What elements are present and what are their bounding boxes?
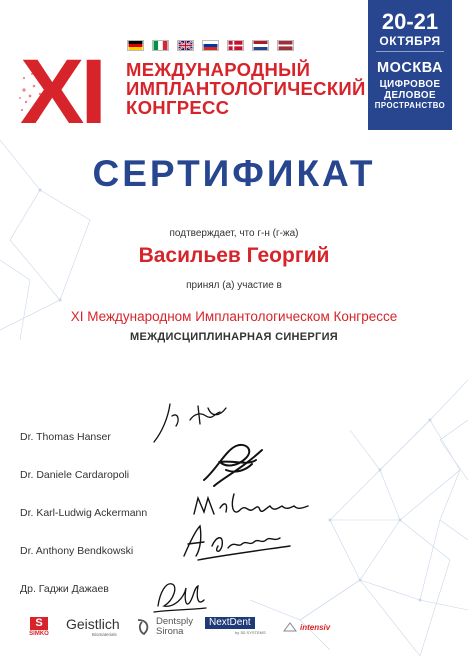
simko-logo-icon: S [30, 617, 48, 630]
netherlands-flag-icon [252, 40, 269, 51]
russia-flag-icon [202, 40, 219, 51]
recipient-name: Васильев Георгий [138, 244, 330, 267]
intensiv-logo-icon [283, 622, 297, 632]
latvia-flag-icon [277, 40, 294, 51]
sponsor-simko [22, 617, 56, 637]
event-month: ОКТЯБРЯ [379, 34, 441, 48]
signatory-name-5: Др. Гаджи Дажаев [20, 583, 109, 595]
certificate-title: СЕРТИФИКАТ [92, 153, 376, 194]
sponsor-intensiv [283, 617, 330, 637]
signature-5 [150, 576, 210, 616]
intensiv-label: intensiv [300, 622, 331, 632]
signatory-name-1: Dr. Thomas Hanser [20, 431, 111, 443]
congress-full-name: XI Международном Имплантологическом Конгрессе [70, 309, 398, 324]
nextdent-sublabel: by 3D SYSTEMS [235, 630, 266, 635]
signatory-name-4: Dr. Anthony Bendkowski [20, 545, 134, 557]
sponsor-nextdent [205, 617, 266, 637]
italy-flag-icon [152, 40, 169, 51]
simko-label: SIMKO [29, 631, 49, 637]
roman-numeral-xi: XI [20, 41, 103, 143]
congress-title-line-2: ИМПЛАНТОЛОГИЧЕСКИЙ [126, 78, 366, 99]
language-flags [127, 40, 294, 51]
date-divider [376, 51, 444, 52]
event-date-box [368, 0, 452, 130]
event-space-line-1: ЦИФРОВОЕ [379, 79, 441, 90]
signature-4 [178, 522, 298, 564]
congress-title-line-3: КОНГРЕСС [126, 97, 230, 118]
signature-3 [190, 488, 320, 524]
sirona-label: Sirona [156, 626, 184, 637]
signatory-name-2: Dr. Daniele Cardaropoli [20, 469, 130, 481]
event-space-line-2: ДЕЛОВОЕ [384, 90, 436, 101]
signatory-name-3: Dr. Karl-Ludwig Ackermann [20, 507, 148, 519]
uk-flag-icon [177, 40, 194, 51]
signature-2 [196, 440, 276, 490]
geistlich-label: Geistlich [66, 616, 120, 632]
dentsply-label: Dentsply [156, 616, 193, 627]
confirms-text: подтверждает, что г-н (г-жа) [169, 228, 299, 239]
dentsply-logo-icon [136, 618, 152, 636]
event-space-line-3: ПРОСТРАНСТВО [374, 101, 446, 110]
sponsor-geistlich [66, 617, 120, 637]
geistlich-sublabel: Biomaterials [92, 632, 117, 637]
nextdent-label: NextDent [205, 617, 255, 629]
sponsor-dentsply-sirona [136, 617, 193, 637]
germany-flag-icon [127, 40, 144, 51]
denmark-flag-icon [227, 40, 244, 51]
event-dates: 20-21 [381, 9, 439, 34]
congress-subtitle: МЕЖДИСЦИПЛИНАРНАЯ СИНЕРГИЯ [130, 331, 338, 343]
congress-title-line-1: МЕЖДУНАРОДНЫЙ [126, 59, 311, 80]
event-city: МОСКВА [377, 60, 443, 76]
took-part-text: принял (а) участие в [186, 280, 282, 291]
congress-title [126, 60, 366, 117]
